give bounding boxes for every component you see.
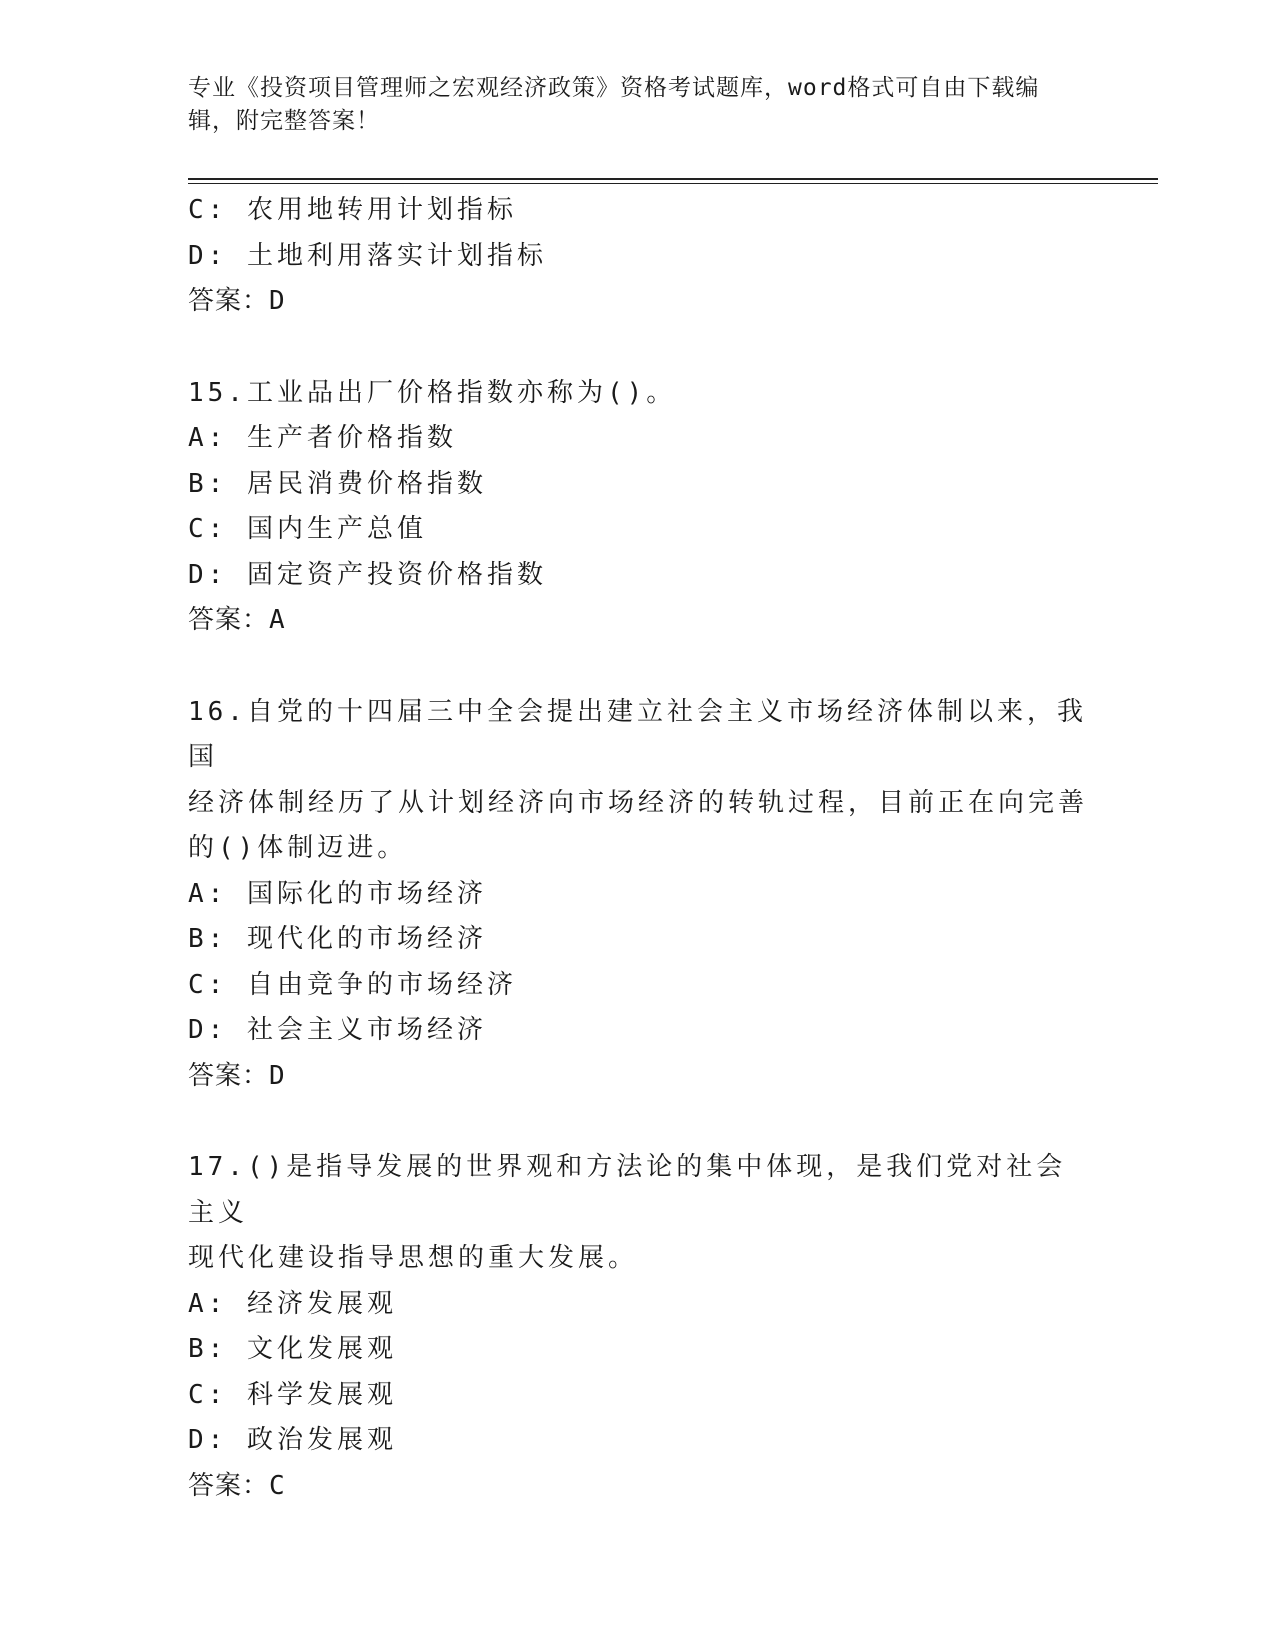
option-d: D: 土地利用落实计划指标 (188, 240, 547, 271)
option-c: C: 农用地转用计划指标 (188, 195, 517, 225)
answer-label: 答案： (188, 1470, 270, 1501)
option-d: D: 政治发展观 (188, 1425, 397, 1455)
answer-value: A (269, 605, 286, 635)
question-text (188, 371, 1088, 417)
question-text-line: 15.工业品出厂价格指数亦称为()。 (188, 377, 677, 408)
question-text-line: 经济体制经历了从计划经济向市场经济的转轨过程，目前正在向完善 (188, 787, 1089, 818)
spacer (188, 325, 1088, 371)
option-d: D: 固定资产投资价格指数 (188, 559, 547, 590)
option-a: A: 生产者价格指数 (188, 423, 457, 453)
document-header (188, 72, 1088, 138)
answer-value: D (269, 286, 286, 316)
question-17 (188, 1145, 1088, 1509)
answer-line (188, 1054, 1088, 1100)
option-a: A: 国际化的市场经济 (188, 878, 487, 909)
question-text (188, 1145, 1088, 1282)
question-text-line: 16.自党的十四届三中全会提出建立社会主义市场经济体制以来，我国 (188, 696, 1087, 772)
answer-label: 答案： (188, 605, 270, 635)
question-16 (188, 690, 1088, 1100)
option-c: C: 科学发展观 (188, 1379, 397, 1410)
question-15 (188, 371, 1088, 644)
header-line-1: 专业《投资项目管理师之宏观经济政策》资格考试题库，word格式可自由下载编 (188, 75, 1040, 101)
option-d: D: 社会主义市场经济 (188, 1015, 487, 1045)
option-b: B: 现代化的市场经济 (188, 924, 487, 954)
option-a: A: 经济发展观 (188, 1288, 397, 1319)
answer-value: C (269, 1470, 286, 1501)
header-divider (188, 178, 1158, 184)
option-b: B: 文化发展观 (188, 1334, 397, 1364)
question-text-line: 的()体制迈进。 (188, 833, 408, 863)
option-b: B: 居民消费价格指数 (188, 468, 487, 499)
answer-value: D (269, 1060, 286, 1091)
header-line-2: 辑，附完整答案！ (188, 108, 380, 134)
question-14-continued (188, 188, 1088, 325)
answer-line (188, 1464, 1088, 1510)
question-list (188, 188, 1088, 1509)
question-text (188, 690, 1088, 872)
answer-line (188, 279, 1088, 325)
answer-line (188, 598, 1088, 644)
question-text-line: 现代化建设指导思想的重大发展。 (188, 1243, 639, 1273)
spacer (188, 1099, 1088, 1145)
answer-label: 答案： (188, 286, 270, 316)
option-c: C: 自由竞争的市场经济 (188, 969, 517, 1000)
option-c: C: 国内生产总值 (188, 514, 427, 544)
spacer (188, 644, 1088, 690)
question-text-line: 17.()是指导发展的世界观和方法论的集中体现，是我们党对社会主义 (188, 1152, 1067, 1228)
answer-label: 答案： (188, 1060, 270, 1091)
